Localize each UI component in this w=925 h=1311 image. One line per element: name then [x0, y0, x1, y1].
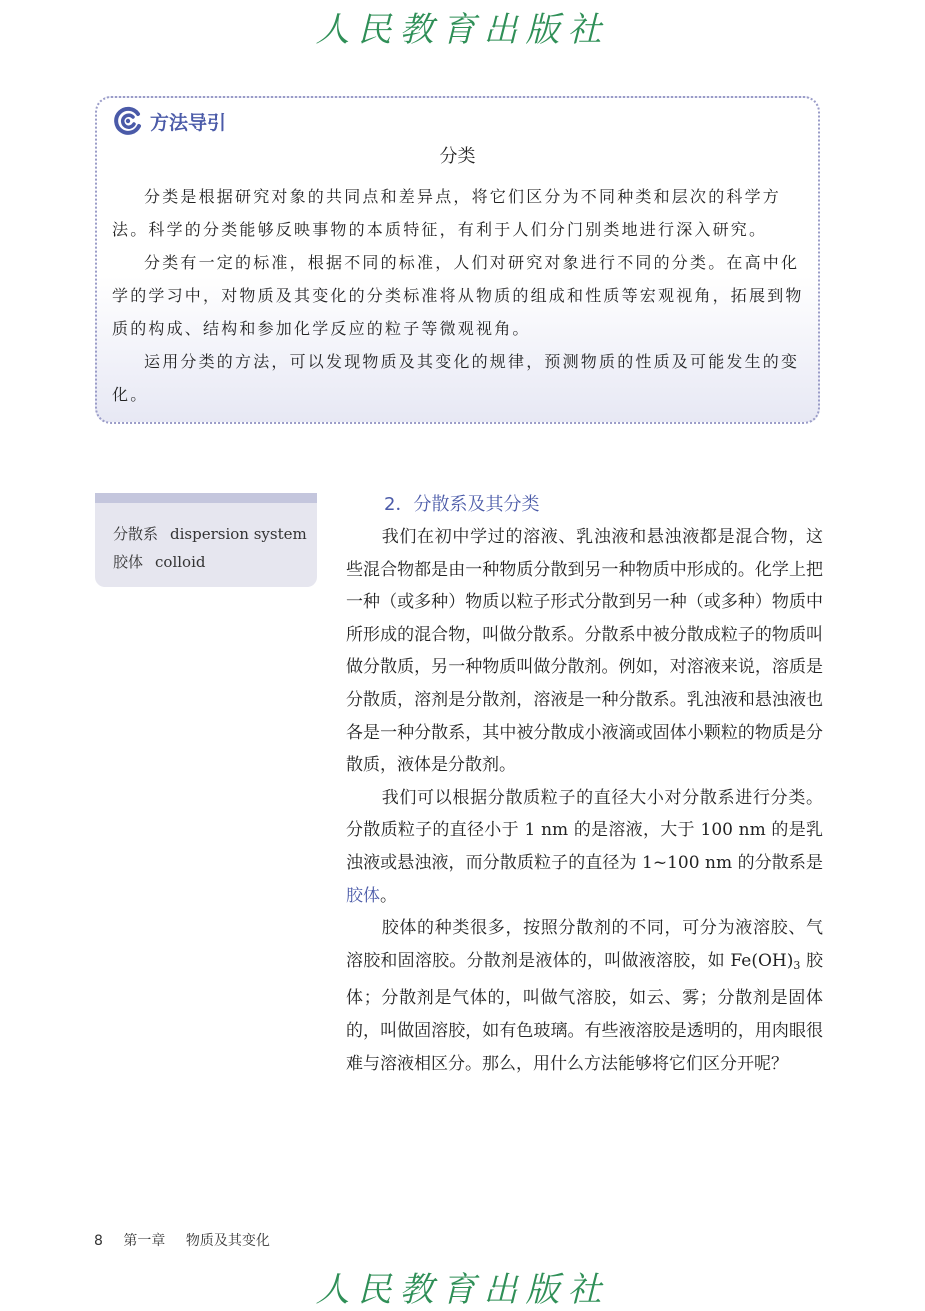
page-footer — [94, 1230, 286, 1250]
glossary-term-zh: 胶体 — [113, 553, 144, 571]
method-guide-box — [95, 96, 820, 424]
method-paragraph: 运用分类的方法，可以发现物质及其变化的规律，预测物质的性质及可能发生的变化。 — [112, 352, 800, 404]
glossary-sidebar — [95, 493, 317, 587]
glossary-item — [113, 523, 307, 544]
body-paragraph — [346, 912, 823, 1080]
body-text: 。 — [380, 885, 397, 906]
glossary-term-en: colloid — [155, 553, 206, 571]
method-guide-tag — [113, 106, 226, 136]
body-text: 我们可以根据分散质粒子的直径大小对分散系进行分类。分散质粒子的直径小于 1 nm 的是溶液，大于 100 nm 的是乳浊液或悬浊液，而分散质粒子的直径为 1~100 nm 的分散系是 — [346, 787, 823, 873]
subscript: 3 — [793, 958, 801, 972]
body-paragraph — [346, 782, 823, 912]
section-body — [346, 521, 823, 1080]
method-guide-icon — [113, 106, 143, 136]
body-text: 胶体的种类很多，按照分散剂的不同，可分为液溶胶、气溶胶和固溶胶。分散剂是液体的，叫做液溶胶，如 Fe(OH) — [346, 918, 823, 971]
method-guide-label: 方法导引 — [150, 111, 227, 134]
glossary-term-zh: 分散系 — [113, 525, 159, 543]
chapter-title: 物质及其变化 — [185, 1233, 270, 1249]
chapter-number: 第一章 — [123, 1233, 166, 1249]
term-highlight: 胶体 — [346, 885, 380, 906]
body-paragraph: 我们在初中学过的溶液、乳浊液和悬浊液都是混合物，这些混合物都是由一种物质分散到另一种物质中形成的。化学上把一种（或多种）物质以粒子形式分散到另一种（或多种）物质中所形成的混合物，叫做分散系。分散系中被分散成粒子的物质叫做分散质，另一种物质叫做分散剂。例如，对溶液来说，溶质是分散质，溶剂是分散剂，溶液是一种分散系。乳浊液和悬浊液也各是一种分散系，其中被分散成小液滴或固体小颗粒的物质是分散质，液体是分散剂。 — [346, 527, 823, 776]
page-number: 8 — [94, 1233, 103, 1249]
glossary-item — [113, 551, 205, 572]
body-text: 胶体；分散剂是气体的，叫做气溶胶，如云、雾；分散剂是固体的，叫做固溶胶，如有色玻璃。有些液溶胶是透明的，用肉眼很难与溶液相区分。那么，用什么方法能够将它们区分开呢？ — [346, 950, 823, 1074]
method-paragraph: 分类是根据研究对象的共同点和差异点，将它们区分为不同种类和层次的科学方法。科学的分类能够反映事物的本质特征，有利于人们分门别类地进行深入研究。 — [112, 187, 782, 239]
section-title: 2．分散系及其分类 — [384, 494, 540, 515]
glossary-term-en: dispersion system — [170, 525, 307, 543]
method-guide-title: 分类 — [439, 146, 476, 167]
method-paragraph: 分类有一定的标准，根据不同的标准，人们对研究对象进行不同的分类。在高中化学的学习中，对物质及其变化的分类标准将从物质的组成和性质等宏观视角，拓展到物质的构成、结构和参加化学反应的粒子等微观视角。 — [112, 253, 804, 338]
method-guide-body — [112, 180, 807, 411]
publisher-footer: 人民教育出版社 — [315, 1270, 610, 1310]
publisher-header: 人民教育出版社 — [315, 10, 610, 50]
